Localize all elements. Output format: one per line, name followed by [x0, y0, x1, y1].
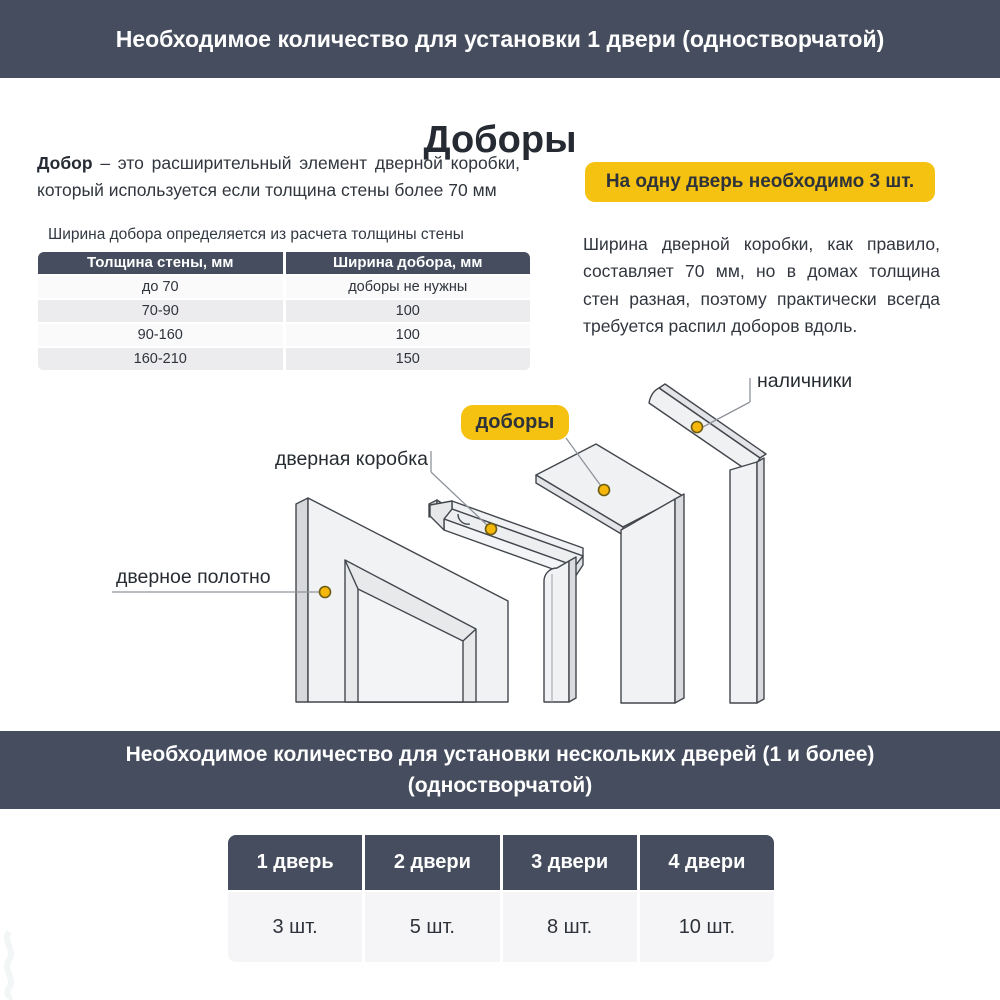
- qty-table-value: 8 шт.: [503, 892, 637, 962]
- intro-paragraph: [37, 150, 520, 205]
- wall-thickness-table: [38, 252, 530, 370]
- bottom-banner: [0, 731, 1000, 809]
- wall-table-header-thickness: Толщина стены, мм: [38, 252, 283, 274]
- wall-table-header-width: Ширина добора, мм: [286, 252, 531, 274]
- marker-dot: [486, 524, 497, 535]
- wall-table-caption: Ширина добора определяется из расчета толщины стены: [48, 226, 464, 243]
- marker-dot: [599, 485, 610, 496]
- table-cell: 100: [286, 324, 531, 346]
- bottom-banner-line1: Необходимое количество для установки нескольких дверей (1 и более): [125, 742, 875, 766]
- qty-table-header: 2 двери: [365, 835, 499, 890]
- table-cell: 90-160: [38, 324, 283, 346]
- page-title: Доборы: [423, 119, 577, 162]
- top-banner-text: Необходимое количество для установки 1 двери (одностворчатой): [115, 25, 885, 52]
- intro-definition: – это расширительный элемент дверной коробки, который используется если толщина стены более 70 мм: [37, 153, 520, 201]
- qty-table-header: 3 двери: [503, 835, 637, 890]
- qty-table-value: 3 шт.: [228, 892, 362, 962]
- table-cell: 100: [286, 300, 531, 322]
- top-banner: [0, 0, 1000, 78]
- marker-dot: [692, 422, 703, 433]
- intro-term: Добор: [37, 153, 93, 173]
- marker-dot: [320, 587, 331, 598]
- label-door-leaf: дверное полотно: [116, 566, 271, 588]
- bottom-banner-line2: (одностворчатой): [407, 774, 593, 797]
- table-cell: доборы не нужны: [286, 276, 531, 298]
- table-cell: 70-90: [38, 300, 283, 322]
- qty-table-value: 5 шт.: [365, 892, 499, 962]
- qty-table-header: 4 двери: [640, 835, 774, 890]
- label-nalichniki: наличники: [757, 370, 853, 392]
- label-dobory-badge: доборы: [461, 405, 569, 440]
- table-cell: 150: [286, 348, 531, 370]
- per-door-quantity-badge: На одну дверь необходимо 3 шт.: [585, 162, 935, 202]
- qty-table-header: 1 дверь: [228, 835, 362, 890]
- table-cell: до 70: [38, 276, 283, 298]
- frame-width-paragraph: Ширина дверной коробки, как правило, составляет 70 мм, но в домах толщина стен разная, поэтому практически всегда требуется распил доборов вдоль.: [583, 234, 940, 336]
- table-cell: 160-210: [38, 348, 283, 370]
- doors-quantity-table: [228, 835, 774, 962]
- decorative-wave: [0, 930, 22, 1000]
- label-door-frame: дверная коробка: [274, 448, 428, 470]
- qty-table-value: 10 шт.: [640, 892, 774, 962]
